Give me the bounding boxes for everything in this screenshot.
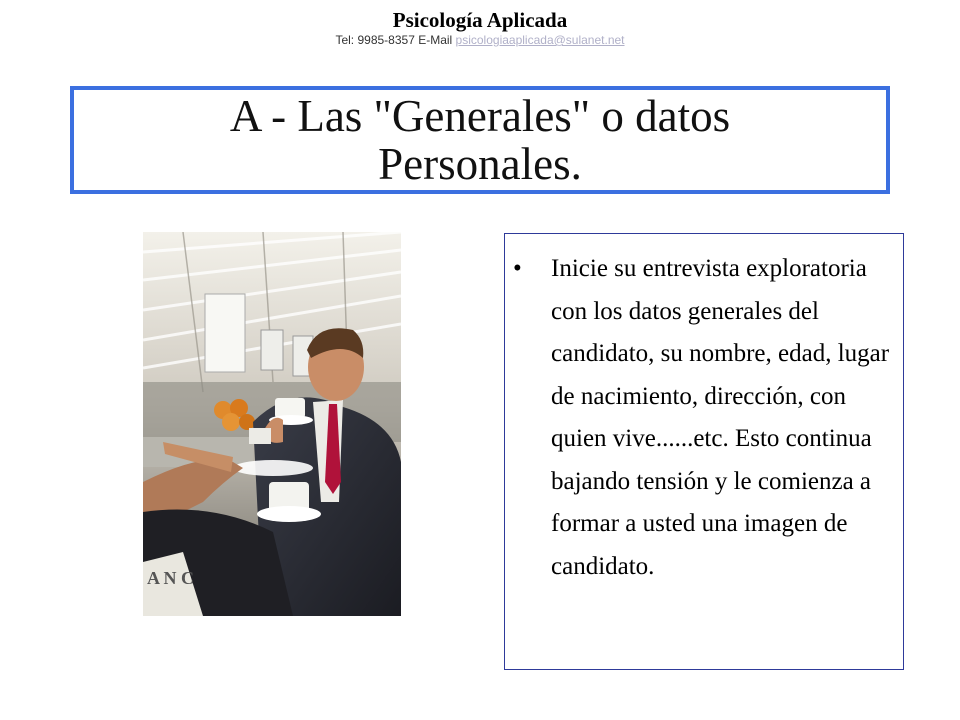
- slide-title-box: [70, 86, 890, 194]
- bullet-marker: •: [513, 255, 522, 282]
- slide-title-line-2: Personales.: [378, 139, 582, 189]
- svg-text:A N C: A N C: [147, 568, 195, 588]
- email-link[interactable]: psicologiaaplicada@sulanet.net: [455, 33, 625, 47]
- business-meeting-photo: [143, 232, 401, 616]
- bullet-item: [513, 248, 891, 588]
- contact-phone: Tel: 9985-8357 E-Mail: [335, 33, 456, 47]
- bullet-list: [513, 248, 891, 588]
- contact-line: [0, 32, 960, 48]
- slide-title-line-1: A - Las "Generales" o datos: [229, 91, 731, 141]
- bullet-text: Inicie su entrevista exploratoria con los datos generales del candidato, su nombre, edad, lugar de nacimiento, dirección, con quien vive......etc. Esto continua bajando tensión y le comienza a formar a usted una imagen de candidato.: [551, 255, 890, 580]
- organization-name: Psicología Aplicada: [392, 8, 568, 32]
- body-text-box: [504, 233, 904, 670]
- slide-title: [230, 92, 730, 188]
- header: [0, 8, 960, 48]
